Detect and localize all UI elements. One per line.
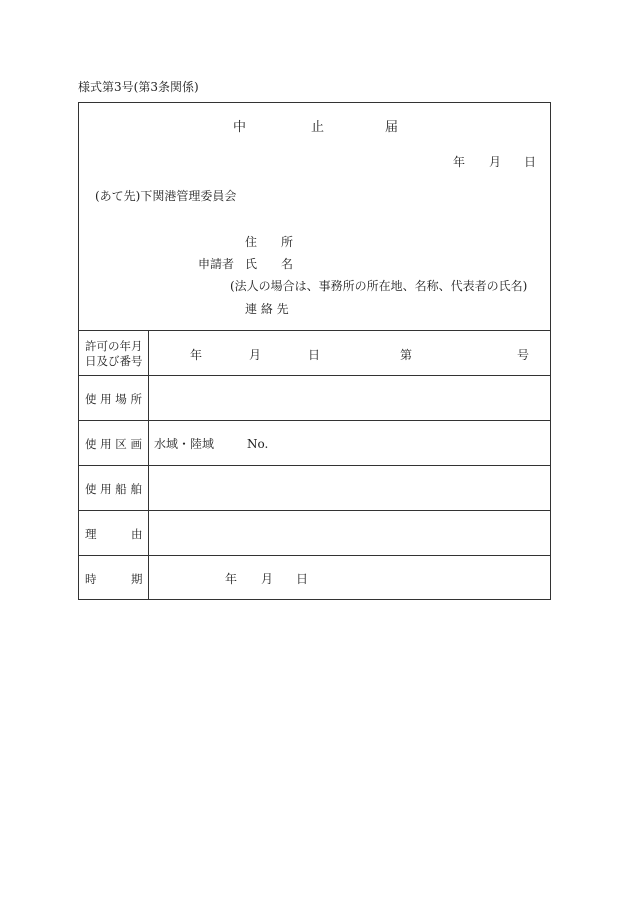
date-month: 月: [489, 155, 502, 169]
vessel-label: 使 用 船 舶: [85, 482, 142, 496]
reason-label-1: 理: [85, 527, 97, 541]
permit-label-line1: 許可の年月: [85, 339, 143, 353]
reason-label-2: 由: [131, 527, 143, 541]
name-label-1: 氏: [245, 257, 258, 271]
period-label-2: 期: [131, 572, 143, 586]
period-year: 年: [225, 572, 238, 586]
period-month: 月: [261, 572, 274, 586]
address-label-1: 住: [245, 235, 258, 249]
zone-label: 使 用 区 画: [85, 437, 142, 451]
zone-number: No.: [247, 437, 269, 451]
addressee: (あて先)下関港管理委員会: [95, 189, 237, 203]
corporate-note: (法人の場合は、事務所の所在地、名称、代表者の氏名): [230, 279, 528, 293]
title-char-2: 止: [311, 120, 325, 135]
permit-day: 日: [308, 348, 321, 362]
label-column-divider: [148, 330, 149, 600]
name-label-2: 名: [281, 257, 294, 271]
permit-go: 号: [517, 348, 530, 362]
permit-label-line2: 日及び番号: [85, 354, 143, 368]
applicant-label: 申請者: [198, 257, 235, 271]
date-year: 年: [453, 155, 466, 169]
contact-label: 連 絡 先: [245, 302, 289, 316]
place-label: 使 用 場 所: [85, 392, 142, 406]
period-day: 日: [296, 572, 309, 586]
permit-month: 月: [249, 348, 262, 362]
title-char-1: 中: [233, 120, 247, 135]
period-label-1: 時: [85, 572, 97, 586]
form-number: 様式第3号(第3条関係): [78, 80, 199, 94]
address-label-2: 所: [281, 235, 294, 249]
permit-dai: 第: [400, 348, 413, 362]
title-char-3: 届: [385, 120, 399, 135]
zone-value: 水域・陸域: [154, 437, 215, 451]
permit-year: 年: [190, 348, 203, 362]
date-day: 日: [524, 155, 537, 169]
